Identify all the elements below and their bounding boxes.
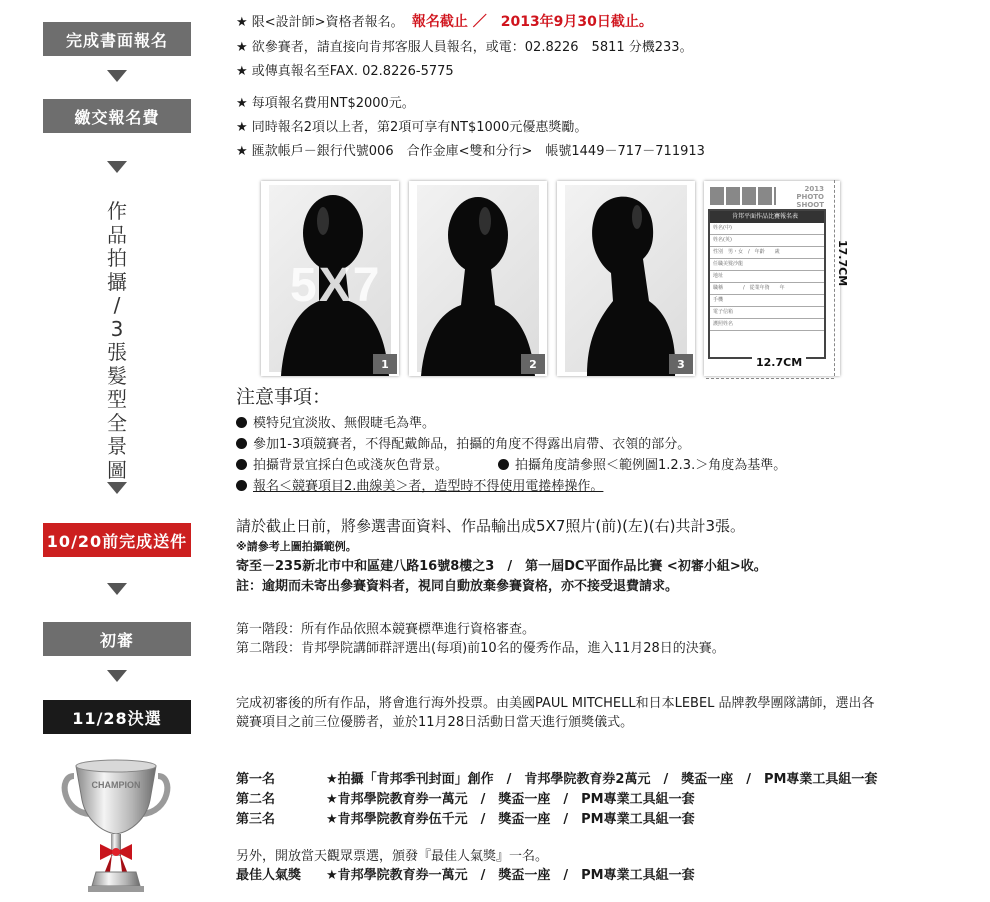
form-row: 手機 — [710, 295, 824, 307]
fee-line-2: ★ 同時報名2項以上者，第2項可享有NT$1000元優惠獎勵。 — [236, 120, 588, 135]
registration-line-3: ★ 或傳真報名至FAX. 02.8226-5775 — [236, 64, 454, 79]
final-line-2: 競賽項目之前三位優勝者，並於11月28日活動日當天進行頒獎儀式。 — [236, 715, 634, 730]
width-dimension-line — [706, 378, 834, 379]
photo-number: 3 — [669, 354, 693, 374]
vertical-char: 張 — [107, 340, 127, 364]
form-row: 護照姓名 — [710, 319, 824, 331]
review-stage-1: 第一階段：所有作品依照本競賽標準進行資格審查。 — [236, 622, 536, 637]
fee-line-1: ★ 每項報名費用NT$2000元。 — [236, 96, 415, 111]
step-submit: 10/20前完成送件 — [43, 523, 191, 557]
form-row: 職稱 / 從業年資 年 — [710, 283, 824, 295]
step-final: 11/28決選 — [43, 700, 191, 734]
vertical-char: 全 — [107, 410, 127, 435]
prize-3-reward: ★肯邦學院教育券伍千元 / 獎盃一座 / PM專業工具組一套 — [326, 812, 695, 827]
final-line-1: 完成初審後的所有作品，將會進行海外投票。由美國PAUL MITCHELL和日本LEBEL 品牌教學團隊講師，選出各 — [236, 696, 875, 711]
arrow-down-icon — [107, 161, 127, 173]
arrow-down-icon — [107, 482, 127, 494]
form-row: 姓名(英) — [710, 235, 824, 247]
prize-2-reward: ★肯邦學院教育券一萬元 / 獎盃一座 / PM專業工具組一套 — [326, 792, 695, 807]
width-label: 12.7CM — [752, 356, 806, 369]
notice-item-4: 拍攝角度請參照＜範例圖1.2.3.＞角度為基準。 — [498, 456, 786, 476]
vertical-char: 攝 — [107, 269, 127, 294]
photo-left — [409, 181, 547, 376]
submit-note: ※請參考上圖拍攝範例。 — [236, 540, 357, 553]
vertical-char: 拍 — [107, 246, 127, 270]
photo-right — [557, 181, 695, 376]
step-registration: 完成書面報名 — [43, 22, 191, 56]
popular-award-note: 另外，開放當天觀眾票選，頒發『最佳人氣獎』一名。 — [236, 849, 549, 864]
arrow-down-icon — [107, 70, 127, 82]
arrow-down-icon — [107, 583, 127, 595]
form-title: 肯邦平面作品比賽報名表 — [710, 211, 824, 223]
registration-deadline: 報名截止 ／ 2013年9月30日截止。 — [411, 14, 653, 30]
trophy-icon — [60, 754, 172, 894]
notice-title: 注意事項： — [236, 386, 332, 408]
registration-form-sample — [704, 181, 840, 376]
popular-award-reward: ★肯邦學院教育券一萬元 / 獎盃一座 / PM專業工具組一套 — [326, 868, 695, 883]
registration-line-2: ★ 欲參賽者，請直接向肯邦客服人員報名，或電：02.8226 5811 分機233。 — [236, 40, 693, 55]
mannequin-side-icon — [557, 181, 695, 376]
size-overlay: 5X7 — [290, 259, 382, 312]
form-row: 姓名(中) — [710, 223, 824, 235]
mannequin-back-icon — [409, 181, 547, 376]
submit-warning: 註：逾期而未寄出參賽資料者，視同自動放棄參賽資格，亦不接受退費請求。 — [236, 579, 679, 594]
vertical-char: 髮 — [107, 363, 127, 388]
registration-designer: ★ 限<設計師>資格者報名。 — [236, 15, 404, 30]
submit-address: 寄至－235新北市中和區建八路16號8樓之3 / 第一屆DC平面作品比賽 <初審小組>收。 — [236, 559, 767, 574]
trophy-text: CHAMPION — [91, 780, 141, 790]
vertical-char: 圖 — [107, 457, 127, 482]
arrow-down-icon — [107, 670, 127, 682]
vertical-char: 景 — [107, 434, 127, 458]
form-row: 電子信箱 — [710, 307, 824, 319]
registration-line-1 — [236, 12, 653, 33]
form-row: 任職美髮沙龍 — [710, 259, 824, 271]
fee-line-3: ★ 匯款帳戶－銀行代號006 合作金庫<雙和分行> 帳號1449－717－711913 — [236, 144, 705, 159]
vertical-char: 3 — [110, 316, 124, 341]
prize-1-rank: 第一名 — [236, 772, 276, 787]
vertical-char: 品 — [107, 222, 127, 247]
vertical-char: 作 — [107, 199, 127, 223]
photo-number: 1 — [373, 354, 397, 374]
form-header-blocks — [710, 187, 776, 205]
review-stage-2: 第二階段：肯邦學院講師群評選出(每項)前10名的優秀作品，進入11月28日的決賽。 — [236, 641, 725, 656]
notice-item-3: 拍攝背景宜採白色或淺灰色背景。 — [236, 456, 448, 476]
step-photo-vertical — [104, 200, 130, 482]
prize-2-rank: 第二名 — [236, 792, 276, 807]
form-row: 性別 男・女 / 年齡 歲 — [710, 247, 824, 259]
photo-number: 2 — [521, 354, 545, 374]
height-dimension — [834, 180, 849, 376]
popular-award-rank: 最佳人氣獎 — [236, 868, 302, 883]
vertical-char: / — [113, 293, 121, 317]
step-review: 初審 — [43, 622, 191, 656]
prize-1-reward: ★拍攝「肯邦季刊封面」創作 / 肯邦學院教育券2萬元 / 獎盃一座 / PM專業工具組一套 — [326, 772, 878, 787]
notice-item-2: 參加1-3項競賽者，不得配戴飾品，拍攝的角度不得露出肩帶、衣領的部分。 — [236, 435, 690, 455]
height-label: 17.7CM — [836, 240, 849, 287]
form-logo: 2013 PHOTO SHOOT — [796, 185, 824, 209]
form-row: 地址 — [710, 271, 824, 283]
submit-line-1: 請於截止日前，將參選書面資料、作品輸出成5X7照片(前)(左)(右)共計3張。 — [236, 517, 746, 535]
notice-item-5: 報名＜競賽項目2.曲線美＞者，造型時不得使用電捲棒操作。 — [236, 477, 603, 497]
prize-3-rank: 第三名 — [236, 812, 276, 827]
notice-item-1: 模特兒宜淡妝、無假睫毛為準。 — [236, 414, 435, 434]
vertical-char: 型 — [107, 387, 127, 411]
step-fee: 繳交報名費 — [43, 99, 191, 133]
